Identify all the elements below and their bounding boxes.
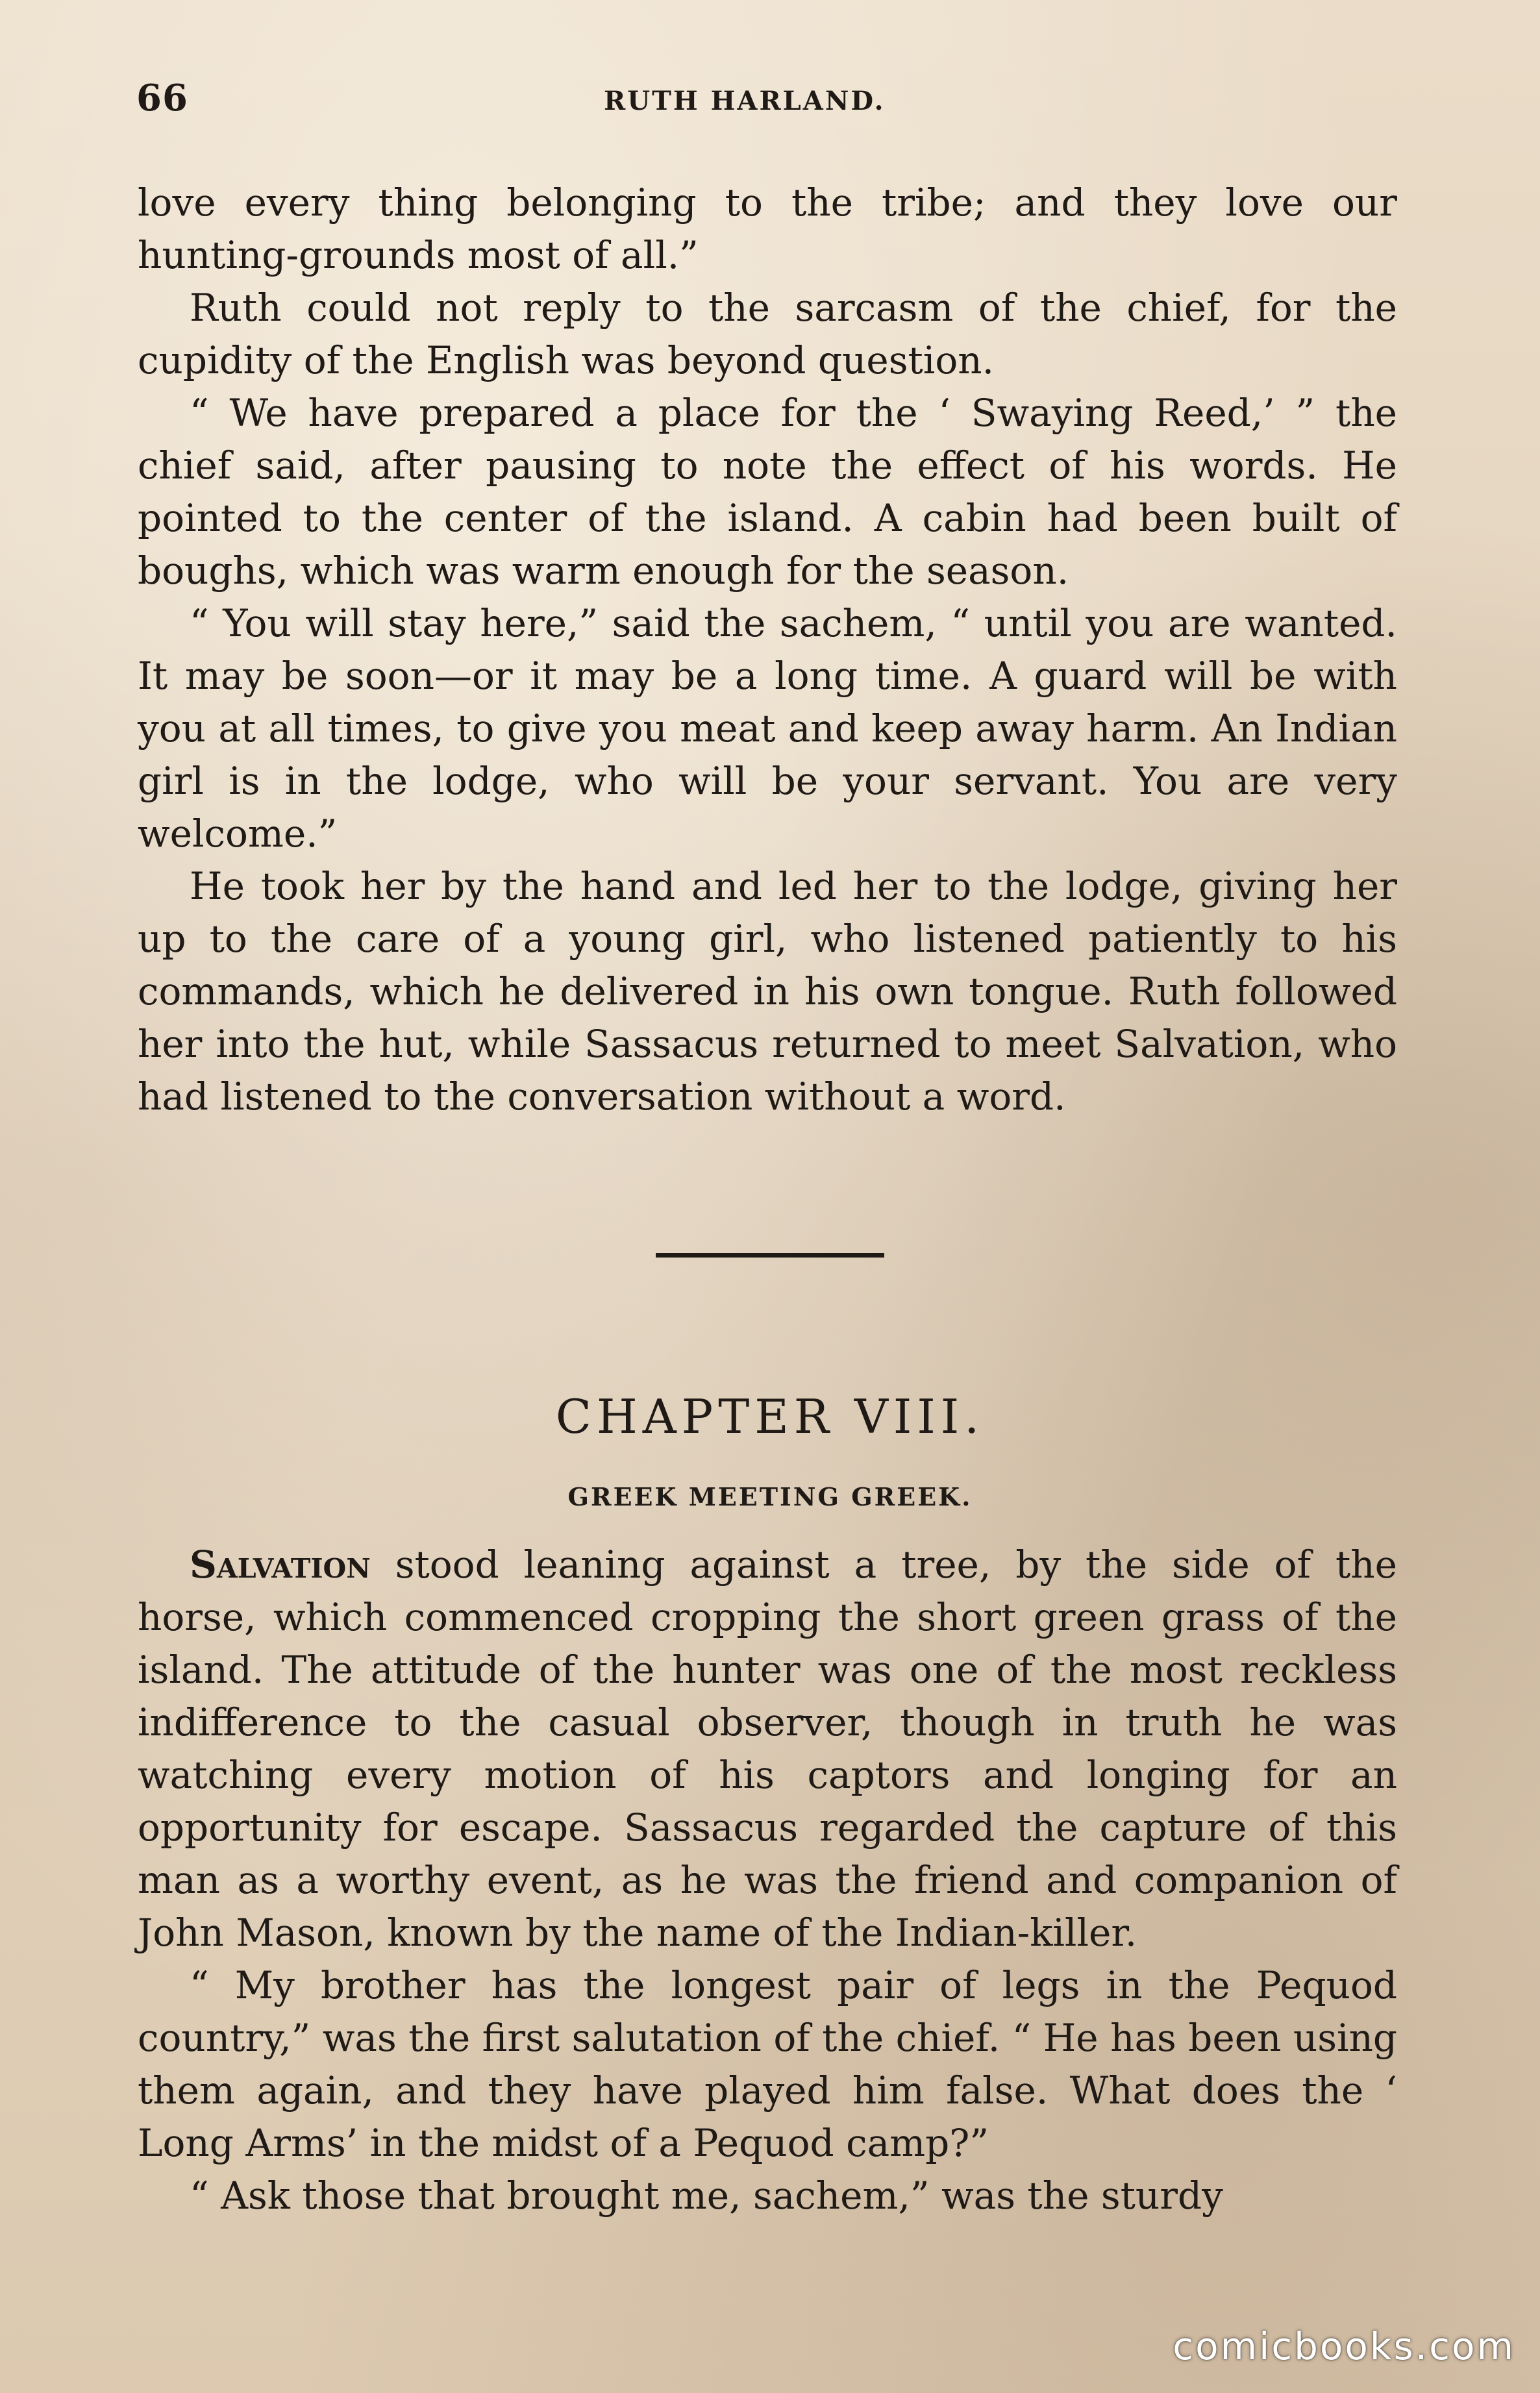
- page-number: 66: [136, 77, 188, 119]
- paragraph: Ruth could not reply to the sarcasm of the chief, for the cupidity of the English was beyond question.: [138, 286, 1397, 382]
- paragraph: “ We have prepared a place for the ‘ Swaying Reed,’ ” the chief said, after pausing to note the effect of his words. He pointed to the center of the island. A cabin had been built of boughs, which was warm enough for the season.: [138, 391, 1397, 593]
- paragraph: love every thing belonging to the tribe; and they love our hunting-grounds most of all.”: [138, 180, 1397, 277]
- paragraph: “ My brother has the longest pair of legs in the Pequod country,” was the first salutation of the chief. “ He has been using them again, and they have played him false. What does the ‘ Long Arms’ in the midst of a Pequod camp?”: [138, 1963, 1397, 2165]
- paragraph: [138, 1539, 1397, 1959]
- section-divider: [656, 1253, 884, 1258]
- paragraph: “ You will stay here,” said the sachem, “ until you are wanted. It may be soon—or it may be a long time. A guard will be with you at all times, to give you meat and keep away harm. An Indian girl is in the lodge, who will be your servant. You are very welcome.”: [138, 601, 1397, 856]
- text-block-bottom: [138, 1539, 1397, 2222]
- paragraph-text: stood leaning against a tree, by the side of the horse, which commenced cropping the short green grass of the island. The attitude of the hunter was one of the most reckless indifference to the casual observer, though in truth he was watching every motion of his captors and longing for an opportunity for escape. Sassacus regarded the capture of this man as a worthy event, as he was the friend and companion of John Mason, known by the name of the Indian-killer.: [138, 1543, 1397, 1955]
- chapter-subtitle: GREEK MEETING GREEK.: [567, 1482, 973, 1511]
- text-block-top: [138, 177, 1397, 1123]
- paragraph: He took her by the hand and led her to the lodge, giving her up to the care of a young girl, who listened patiently to his commands, which he delivered in his own tongue. Ruth followed her into the hut, while Sassacus returned to meet Salvation, who had listened to the conversation without a word.: [138, 864, 1397, 1119]
- opening-word: Salvation: [190, 1543, 371, 1587]
- paragraph: “ Ask those that brought me, sachem,” was the sturdy: [190, 2174, 1223, 2218]
- running-head: [136, 77, 1402, 129]
- running-title: RUTH HARLAND.: [604, 86, 886, 116]
- chapter-title: CHAPTER VIII.: [555, 1389, 985, 1444]
- watermark: comicbooks.com: [1173, 2324, 1515, 2368]
